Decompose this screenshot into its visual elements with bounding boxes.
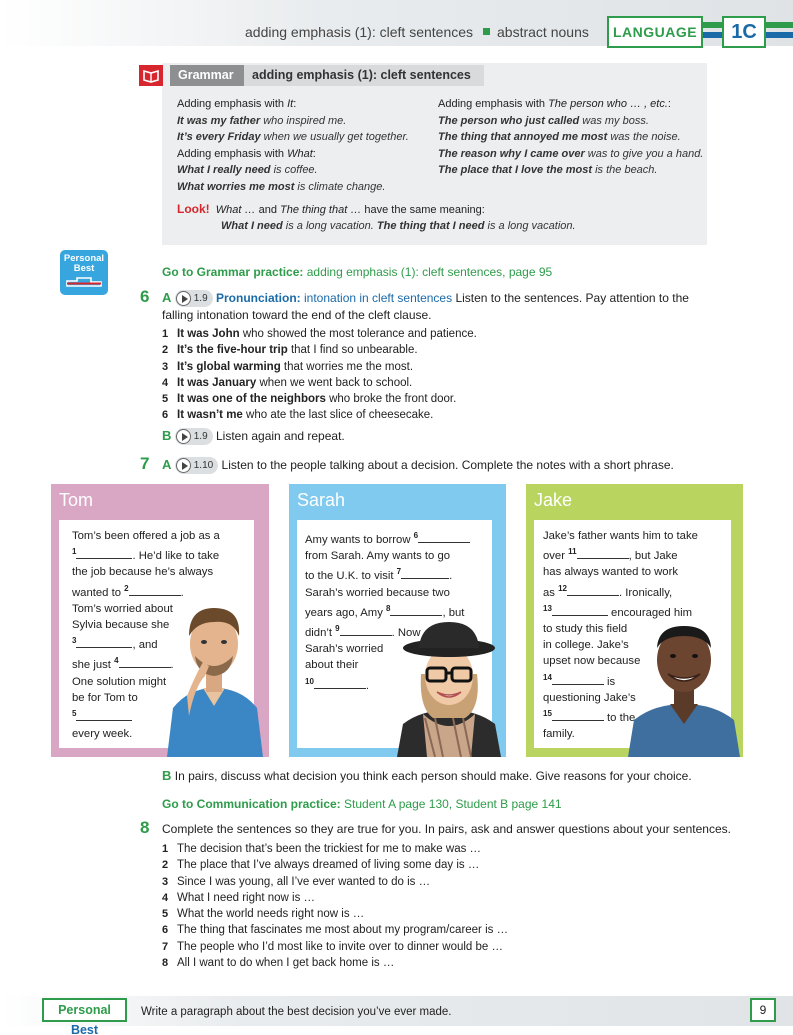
- grammar-example: It’s every Friday when we usually get together.: [177, 131, 409, 143]
- pb-word-best: Best: [70, 1023, 99, 1035]
- blank-field[interactable]: [552, 709, 604, 721]
- pronunciation-topic: intonation in cleft sentences: [304, 291, 453, 305]
- tom-notes: Tom’s been offered a job as a $^1$ . He’d like to take the job because he’s always wanted to $^2$ . Tom’s worried about Sylvia because she $^3$ , and she just $^4$ . One solution might be for Tom to $^5$ every week.: [72, 530, 220, 741]
- pronunciation-label: Pronunciation:: [215, 291, 301, 305]
- exercise-8-number: 8: [140, 818, 150, 837]
- grammar-example: The reason why I came over was to give you a hand.: [438, 147, 704, 160]
- communication-practice-ref: [162, 796, 562, 812]
- list-item: 2 The place that I’ve always dreamed of living some day is …: [162, 859, 480, 872]
- blank-field[interactable]: [552, 604, 608, 616]
- part-letter: A: [162, 457, 172, 472]
- blank-field[interactable]: [401, 567, 449, 579]
- card-name: Jake: [534, 490, 573, 510]
- list-item: 7 The people who I’d most like to invite over to dinner would be …: [162, 940, 504, 953]
- card-name: Tom: [59, 490, 94, 510]
- communication-practice-label: Go to Communication practice:: [162, 797, 341, 811]
- list-item: 2 It’s the five-hour trip that I find so unbearable.: [162, 344, 418, 357]
- part-letter: A: [162, 290, 172, 305]
- book-icon: [139, 65, 163, 86]
- blank-field[interactable]: [314, 677, 366, 689]
- exercise-8-instruction: Complete the sentences so they are true for you. In pairs, ask and answer questions about your sentences.: [162, 822, 731, 836]
- play-icon: [176, 429, 191, 444]
- list-item: 1 It was John who showed the most tolerance and patience.: [162, 328, 477, 340]
- list-item: 6 It wasn’t me who ate the last slice of cheesecake.: [162, 409, 434, 422]
- grammar-heading: adding emphasis (1): cleft sentences: [244, 65, 484, 86]
- blank-field[interactable]: [129, 584, 181, 596]
- audio-track-button[interactable]: 1.9: [175, 428, 213, 445]
- badge-line-2: Best: [73, 263, 95, 274]
- exercise-6a-instruction-cont: falling intonation toward the end of the cleft clause.: [162, 308, 432, 322]
- grammar-left-column: [177, 96, 409, 195]
- blank-field[interactable]: [76, 636, 132, 648]
- blank-field[interactable]: [76, 547, 132, 559]
- list-item: 5 What the world needs right now is …: [162, 908, 365, 921]
- instruction-text: In pairs, discuss what decision you think each person should make. Give reasons for your choice.: [174, 769, 692, 783]
- list-item: 3 Since I was young, all I’ve ever wanted to do is …: [162, 875, 431, 888]
- exercise-6-list: [162, 326, 477, 424]
- page-number: 9: [750, 998, 776, 1022]
- grammar-tab: Grammar: [170, 65, 244, 86]
- part-letter: B: [162, 768, 172, 783]
- list-item: 4 It was January when we went back to school.: [162, 376, 413, 389]
- blank-field[interactable]: [340, 624, 392, 636]
- jake-photo: [624, 612, 743, 757]
- grammar-right-column: [438, 96, 703, 179]
- personal-best-badge: [60, 250, 108, 295]
- audio-track-button[interactable]: 1.9: [175, 290, 213, 307]
- play-icon: [176, 291, 191, 306]
- badge-line-1: Personal: [63, 253, 105, 264]
- list-item: 6 The thing that fascinates me most about my program/career is …: [162, 924, 509, 937]
- grammar-example: The person who just called was my boss.: [438, 114, 649, 127]
- grammar-subhead: Adding emphasis with What:: [177, 147, 316, 160]
- grammar-example: What I really need is coffee.: [177, 164, 318, 176]
- instruction-text: Listen again and repeat.: [215, 429, 345, 443]
- title-part-2: abstract nouns: [497, 24, 589, 40]
- blank-field[interactable]: [418, 531, 470, 543]
- exercise-6b-instruction: [162, 428, 345, 445]
- sarah-photo: [391, 618, 506, 757]
- play-icon: [176, 458, 191, 473]
- list-item: 8 All I want to do when I get back home is …: [162, 957, 395, 970]
- jake-notes: Jake’s father wants him to take over $^{11}$ , but Jake has always wanted to work as $^{12}$ . Ironically, $^{13}$ encouraged him to study this field in college. Jake’s upset now because $^{14}$ is questioning Jake’s $^{15}$ to the family.: [543, 530, 698, 741]
- unit-label: 1C: [722, 16, 766, 48]
- grammar-example: The place that I love the most is the beach.: [438, 164, 658, 176]
- exercise-7-number: 7: [140, 454, 150, 473]
- jake-card: [526, 484, 743, 757]
- list-item: 5 It was one of the neighbors who broke the front door.: [162, 393, 457, 406]
- exercise-7a-instruction: [162, 457, 674, 474]
- list-item: 3 It’s global warming that worries me the most.: [162, 360, 414, 373]
- card-name: Sarah: [297, 490, 346, 510]
- sarah-card: [289, 484, 506, 757]
- instruction-text: Listen to the sentences. Pay attention to the: [455, 291, 689, 305]
- sarah-notes: Amy wants to borrow $^6$ from Sarah. Amy wants to go to the U.K. to visit $^7$ . Sarah’s worried because two years ago, Amy $^8$ , but didn’t $^9$ . Now Sarah’s worried about their $^{10}$ .: [305, 528, 470, 694]
- podium-icon: [65, 276, 103, 288]
- list-item: 1 The decision that’s been the trickiest for me to make was …: [162, 843, 482, 855]
- tom-photo: [159, 596, 269, 757]
- exercise-7b-instruction: [162, 768, 692, 784]
- grammar-example: The thing that annoyed me most was the noise.: [438, 131, 681, 143]
- grammar-example: What worries me most is climate change.: [177, 180, 386, 193]
- grammar-practice-ref: [162, 264, 552, 280]
- look-note: Look! What … and The thing that … have the same meaning:: [177, 202, 485, 216]
- square-bullet-icon: [483, 28, 490, 35]
- title-part-1: adding emphasis (1): cleft sentences: [245, 24, 474, 40]
- personal-best-task: Write a paragraph about the best decision you’ve ever made.: [141, 1006, 452, 1018]
- list-item: 4 What I need right now is …: [162, 891, 316, 904]
- part-letter: B: [162, 428, 172, 443]
- blank-field[interactable]: [567, 584, 619, 596]
- pb-word-personal: Personal: [58, 1003, 111, 1017]
- look-label: Look!: [177, 202, 210, 216]
- instruction-text: Listen to the people talking about a decision. Complete the notes with a short phrase.: [221, 458, 674, 472]
- audio-track-button[interactable]: 1.10: [175, 457, 218, 474]
- communication-practice-link[interactable]: Student A page 130, Student B page 141: [344, 797, 562, 811]
- grammar-example: It was my father who inspired me.: [177, 114, 347, 127]
- exercise-6a-instruction: [162, 290, 689, 307]
- blank-field[interactable]: [76, 709, 132, 721]
- exercise-8-list: [162, 841, 508, 971]
- grammar-practice-label: Go to Grammar practice:: [162, 265, 304, 279]
- section-label: LANGUAGE: [607, 16, 703, 48]
- blank-field[interactable]: [577, 547, 629, 559]
- look-example: What I need is a long vacation. The thing that I need is a long vacation.: [221, 220, 576, 232]
- grammar-subhead: Adding emphasis with It:: [177, 98, 297, 110]
- page-title: [245, 24, 589, 40]
- grammar-practice-link[interactable]: adding emphasis (1): cleft sentences, page 95: [306, 265, 553, 279]
- exercise-6-number: 6: [140, 287, 150, 306]
- blank-field[interactable]: [390, 604, 442, 616]
- personal-best-label: [42, 998, 127, 1035]
- blank-field[interactable]: [552, 673, 604, 685]
- tom-card: [51, 484, 269, 757]
- grammar-subhead: Adding emphasis with The person who … , etc.:: [438, 98, 671, 110]
